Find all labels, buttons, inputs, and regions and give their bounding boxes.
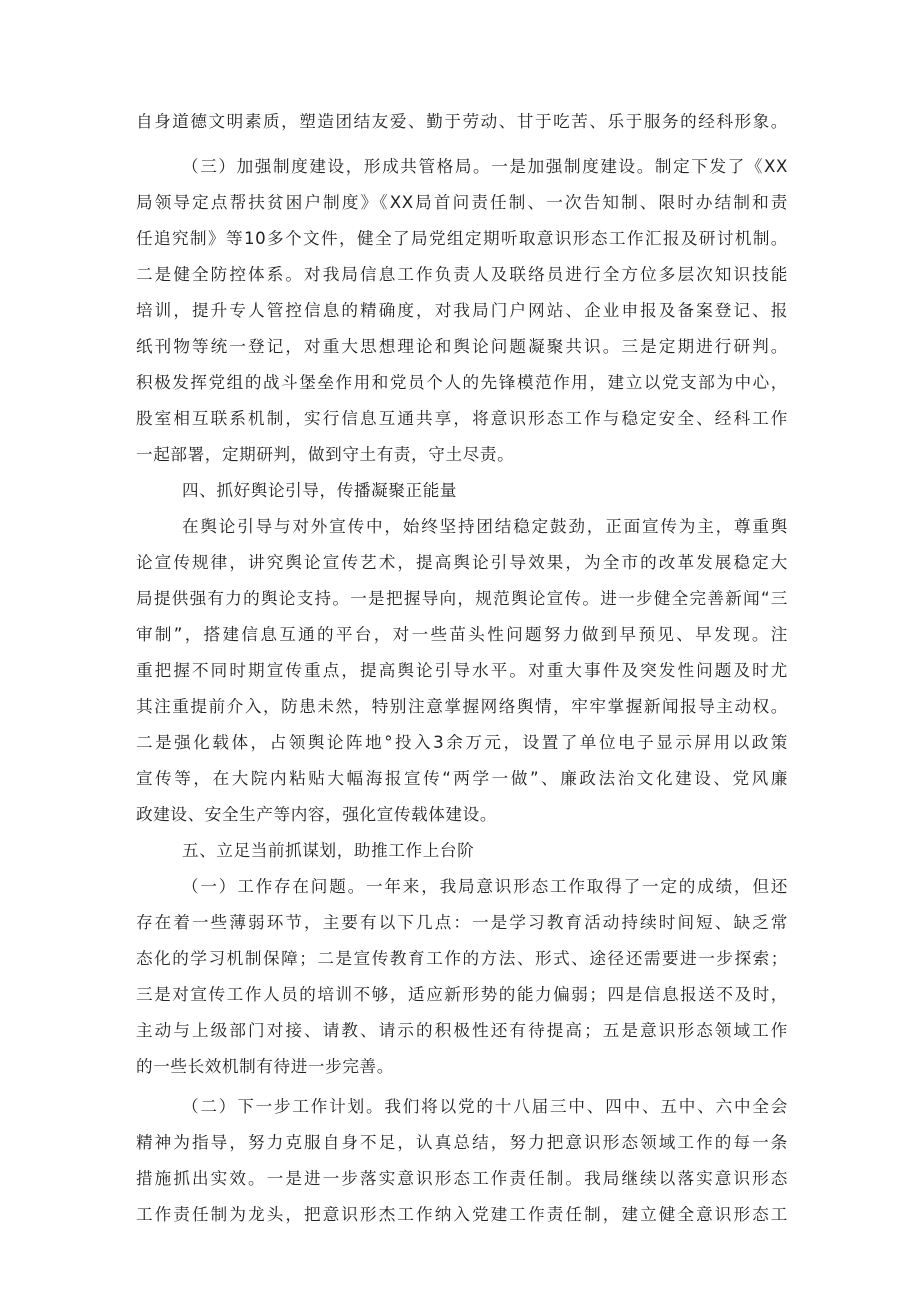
paragraph-line: 二是健全防控体系。对我局信息工作负责人及联络员进行全方位多层次知识技能 xyxy=(136,265,788,284)
paragraph-line: （一）工作存在问题。一年来，我局意识形态工作取得了一定的成绩，但还 xyxy=(182,877,788,896)
paragraph-line: 工作责任制为龙头，把意识形杰工作纳入党建工作责任制，建立健全意识形态工 xyxy=(136,1205,788,1224)
paragraph-line: 纸刊物等统一登记，对重大思想理论和舆论问题凝聚共识。三是定期进行研判。 xyxy=(136,337,788,356)
paragraph-line: 政建设、安全生产等内容，强化宣传载体建设。 xyxy=(136,805,498,824)
paragraph-line: 精神为指导，努力克服自身不足，认真总结，努力把意识形态领域工作的每一条 xyxy=(136,1133,788,1152)
paragraph-line: 主动与上级部门对接、请教、请示的积极性还有待提高；五是意识形态领域工作 xyxy=(136,1021,788,1040)
paragraph-line: 措施抓出实效。一是进一步落实意识形态工作责任制。我局继续以落实意识形态 xyxy=(136,1169,788,1188)
paragraph-line: 论宣传规律，讲究舆论宣传艺术，提高舆论引导效果，为全市的改革发展稳定大 xyxy=(136,553,788,572)
paragraph-line: 培训，提升专人管控信息的精确度，对我局门户网站、企业申报及备案登记、报 xyxy=(136,301,788,320)
paragraph-line: 在舆论引导与对外宣传中，始终坚持团结稳定鼓劲，正面宣传为主，尊重舆 xyxy=(182,517,788,536)
paragraph-line: （二）下一步工作计划。我们将以党的十八届三中、四中、五中、六中全会 xyxy=(182,1097,788,1116)
paragraph-line: 重把握不同时期宣传重点，提高舆论引导水平。对重大事件及突发性问题及时尤 xyxy=(136,661,788,680)
paragraph-line: 其注重提前介入，防患未然，特别注意掌握网络舆情，牢牢掌握新闻报导主动权。 xyxy=(136,697,788,716)
paragraph-line: （三）加强制度建设，形成共管格局。一是加强制度建设。制定下发了《XX xyxy=(182,157,788,176)
section-heading: 四、抓好舆论引导，传播凝聚正能量 xyxy=(182,481,458,500)
paragraph-line: 积极发挥党组的战斗堡垒作用和党员个人的先锋模范作用，建立以党支部为中心， xyxy=(136,373,788,392)
paragraph-line: 二是强化载体，占领舆论阵地°投入3余万元，设置了单位电子显示屏用以政策 xyxy=(136,733,788,752)
paragraph-line: 存在着一些薄弱环节，主要有以下几点：一是学习教育活动持续时间短、缺乏常 xyxy=(136,913,788,932)
paragraph-line: 宣传等，在大院内粘贴大幅海报宣传“两学一做”、廉政法治文化建设、党风廉 xyxy=(136,769,788,788)
section-heading: 五、立足当前抓谋划，助推工作上台阶 xyxy=(182,841,475,860)
paragraph-line: 自身道德文明素质，塑造团结友爱、勤于劳动、甘于吃苦、乐于服务的经科形象。 xyxy=(136,112,788,131)
paragraph-line: 任追究制》等10多个文件，健全了局党组定期听取意识形态工作汇报及研讨机制。 xyxy=(136,229,788,248)
paragraph-line: 股室相互联系机制，实行信息互通共享，将意识形态工作与稳定安全、经科工作 xyxy=(136,409,788,428)
paragraph-line: 三是对宣传工作人员的培训不够，适应新形势的能力偏弱；四是信息报送不及时， xyxy=(136,985,788,1004)
paragraph-line: 审制”，搭建信息互通的平台，对一些苗头性问题努力做到早预见、早发现。注 xyxy=(136,625,788,644)
paragraph-line: 的一些长效机制有待进一步完善。 xyxy=(136,1057,394,1076)
paragraph-line: 态化的学习机制保障；二是宣传教育工作的方法、形式、途径还需要进一步探索； xyxy=(136,949,788,968)
paragraph-line: 局提供强有力的舆论支持。一是把握导向，规范舆论宣传。进一步健全完善新闻“三 xyxy=(136,589,788,608)
paragraph-line: 局领导定点帮扶贫困户制度》《XX局首问责任制、一次告知制、限时办结制和责 xyxy=(136,193,788,212)
paragraph-line: 一起部署，定期研判，做到守土有责，守土尽责。 xyxy=(136,445,515,464)
